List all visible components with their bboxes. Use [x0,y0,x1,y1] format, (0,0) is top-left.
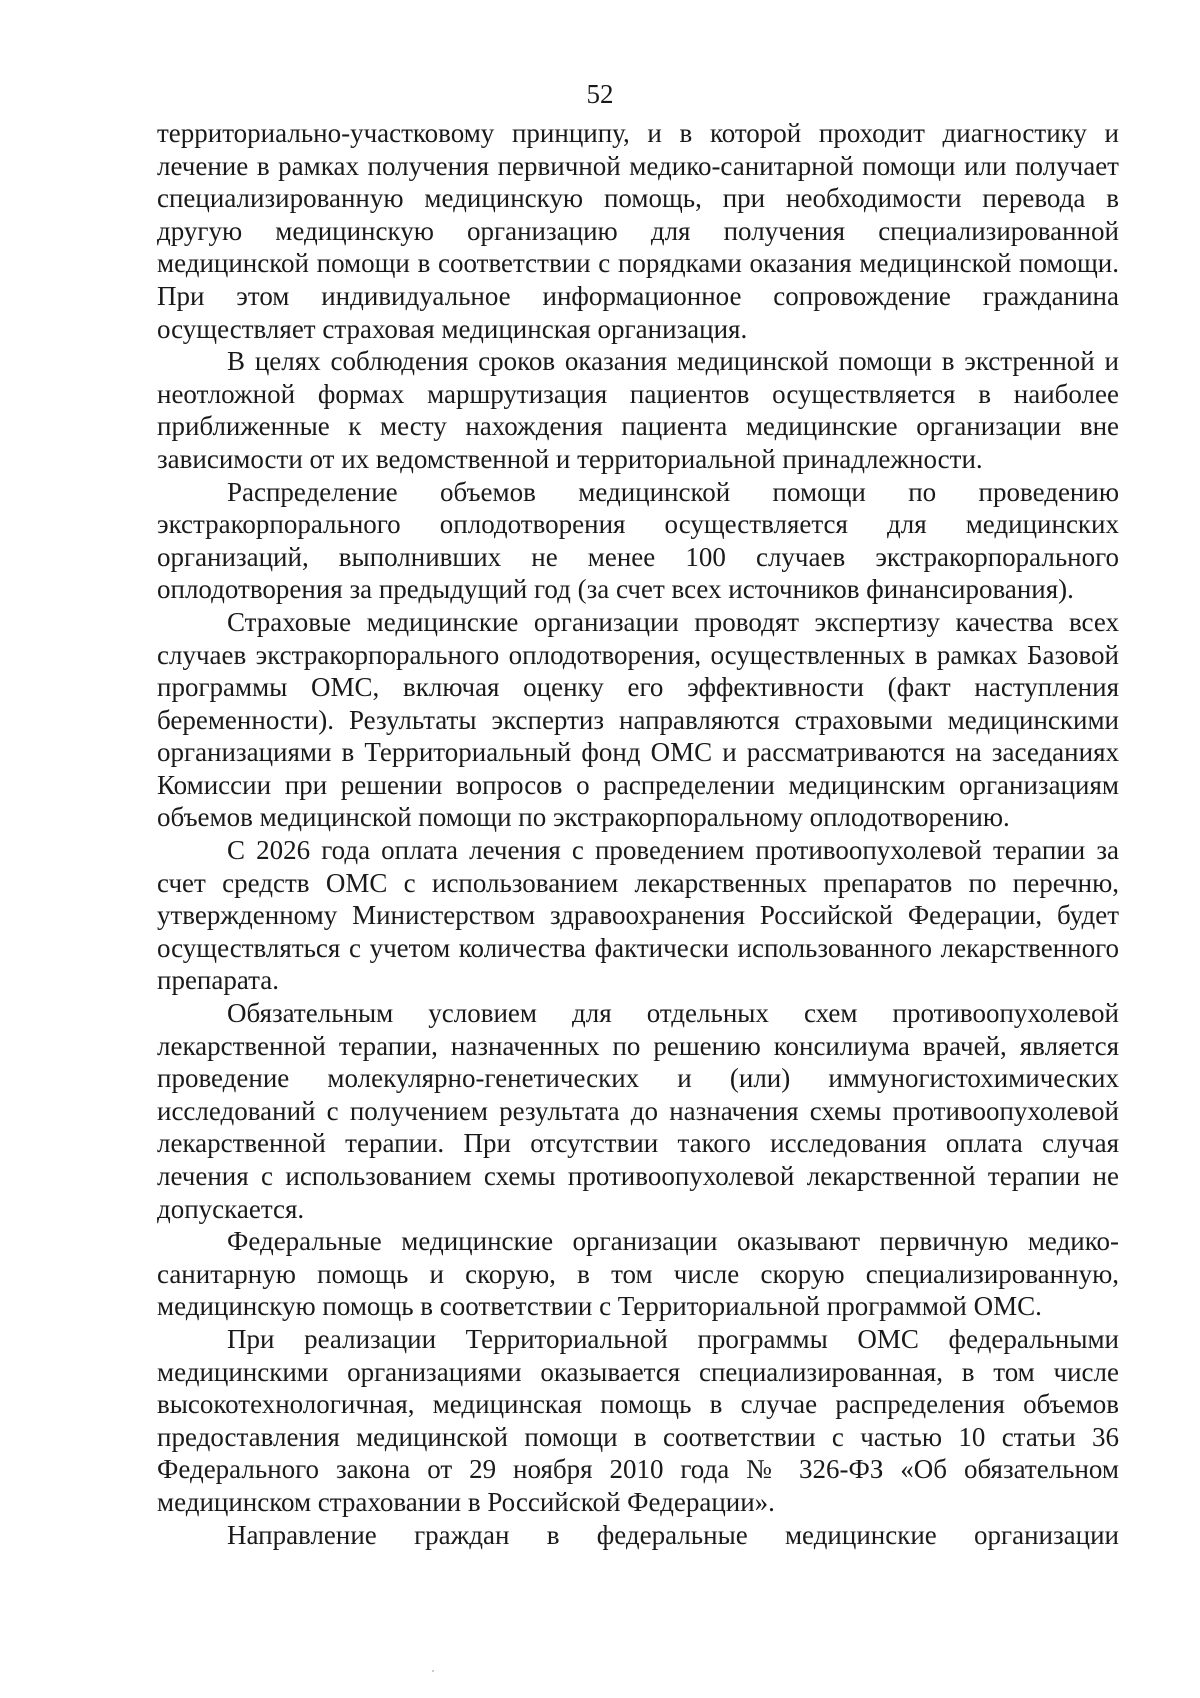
paragraph-molecular-genetic-condition: Обязательным условием для отдельных схем противоопухолевой лекарственной терапии, назначенных по решению консилиума врачей, является проведение молекулярно-генетических и (или) иммуногистохимических исследований с получением результата до назначения схемы противоопухолевой лекарственной терапии. При отсутствии такого исследования оплата случая лечения с использованием схемы противоопухолевой лекарственной терапии не допускается. [157,998,1119,1224]
paragraph-high-tech-care: При реализации Территориальной программы ОМС федеральными медицинскими организациями оказывается специализированная, в том числе высокотехнологичная, медицинская помощь в случае распределения объемов предоставления медицинской помощи в соответствии с частью 10 статьи 36 Федерального закона от 29 ноября 2010 года № 326-ФЗ «Об обязательном медицинском страховании в Российской Федерации». [157,1323,1119,1517]
scan-artifact-dot [432,1670,434,1672]
paragraph-emergency-routing: В целях соблюдения сроков оказания медицинской помощи в экстренной и неотложной формах маршрутизация пациентов осуществляется в наиболее приближенные к месту нахождения пациента медицинские организации вне зависимости от их ведомственной и территориальной принадлежности. [157,346,1119,474]
document-body [157,117,1119,1551]
paragraph-antitumor-therapy-payment: С 2026 года оплата лечения с проведением противоопухолевой терапии за счет средств ОМС с использованием лекарственных препаратов по перечню, утвержденному Министерством здравоохранения Российской Федерации, будет осуществляться с учетом количества фактически использованного лекарственного препарата. [157,835,1119,996]
paragraph-ivf-quality-expertise: Страховые медицинские организации проводят экспертизу качества всех случаев экстракорпорального оплодотворения, осуществленных в рамках Базовой программы ОМС, включая оценку его эффективности (факт наступления беременности). Результаты экспертиз направляются страховыми медицинскими организациями в Территориальный фонд ОМС и рассматриваются на заседаниях Комиссии при решении вопросов о распределении медицинским организациям объемов медицинской помощи по экстракорпоральному оплодотворению. [157,606,1119,833]
paragraph-federal-organizations-care: Федеральные медицинские организации оказывают первичную медико-санитарную помощь и скорую, в том числе скорую специализированную, медицинскую помощь в соответствии с Территориальной программой ОМС. [157,1226,1119,1322]
paragraph-continuation: территориально-участковому принципу, и в которой проходит диагностику и лечение в рамках получения первичной медико-санитарной помощи или получает специализированную медицинскую помощь, при необходимости перевода в другую медицинскую организацию для получения специализированной медицинской помощи в соответствии с порядками оказания медицинской помощи. При этом индивидуальное информационное сопровождение гражданина осуществляет страховая медицинская организация. [157,118,1119,344]
page-number: 52 [586,79,614,109]
paragraph-citizen-referral: Направление граждан в федеральные медицинские организации [227,1519,1119,1550]
paragraph-ivf-volume-distribution: Распределение объемов медицинской помощи по проведению экстракорпорального оплодотворения осуществляется для медицинских организаций, выполнивших не менее 100 случаев экстракорпорального оплодотворения за предыдущий год (за счет всех источников финансирования). [157,476,1119,605]
